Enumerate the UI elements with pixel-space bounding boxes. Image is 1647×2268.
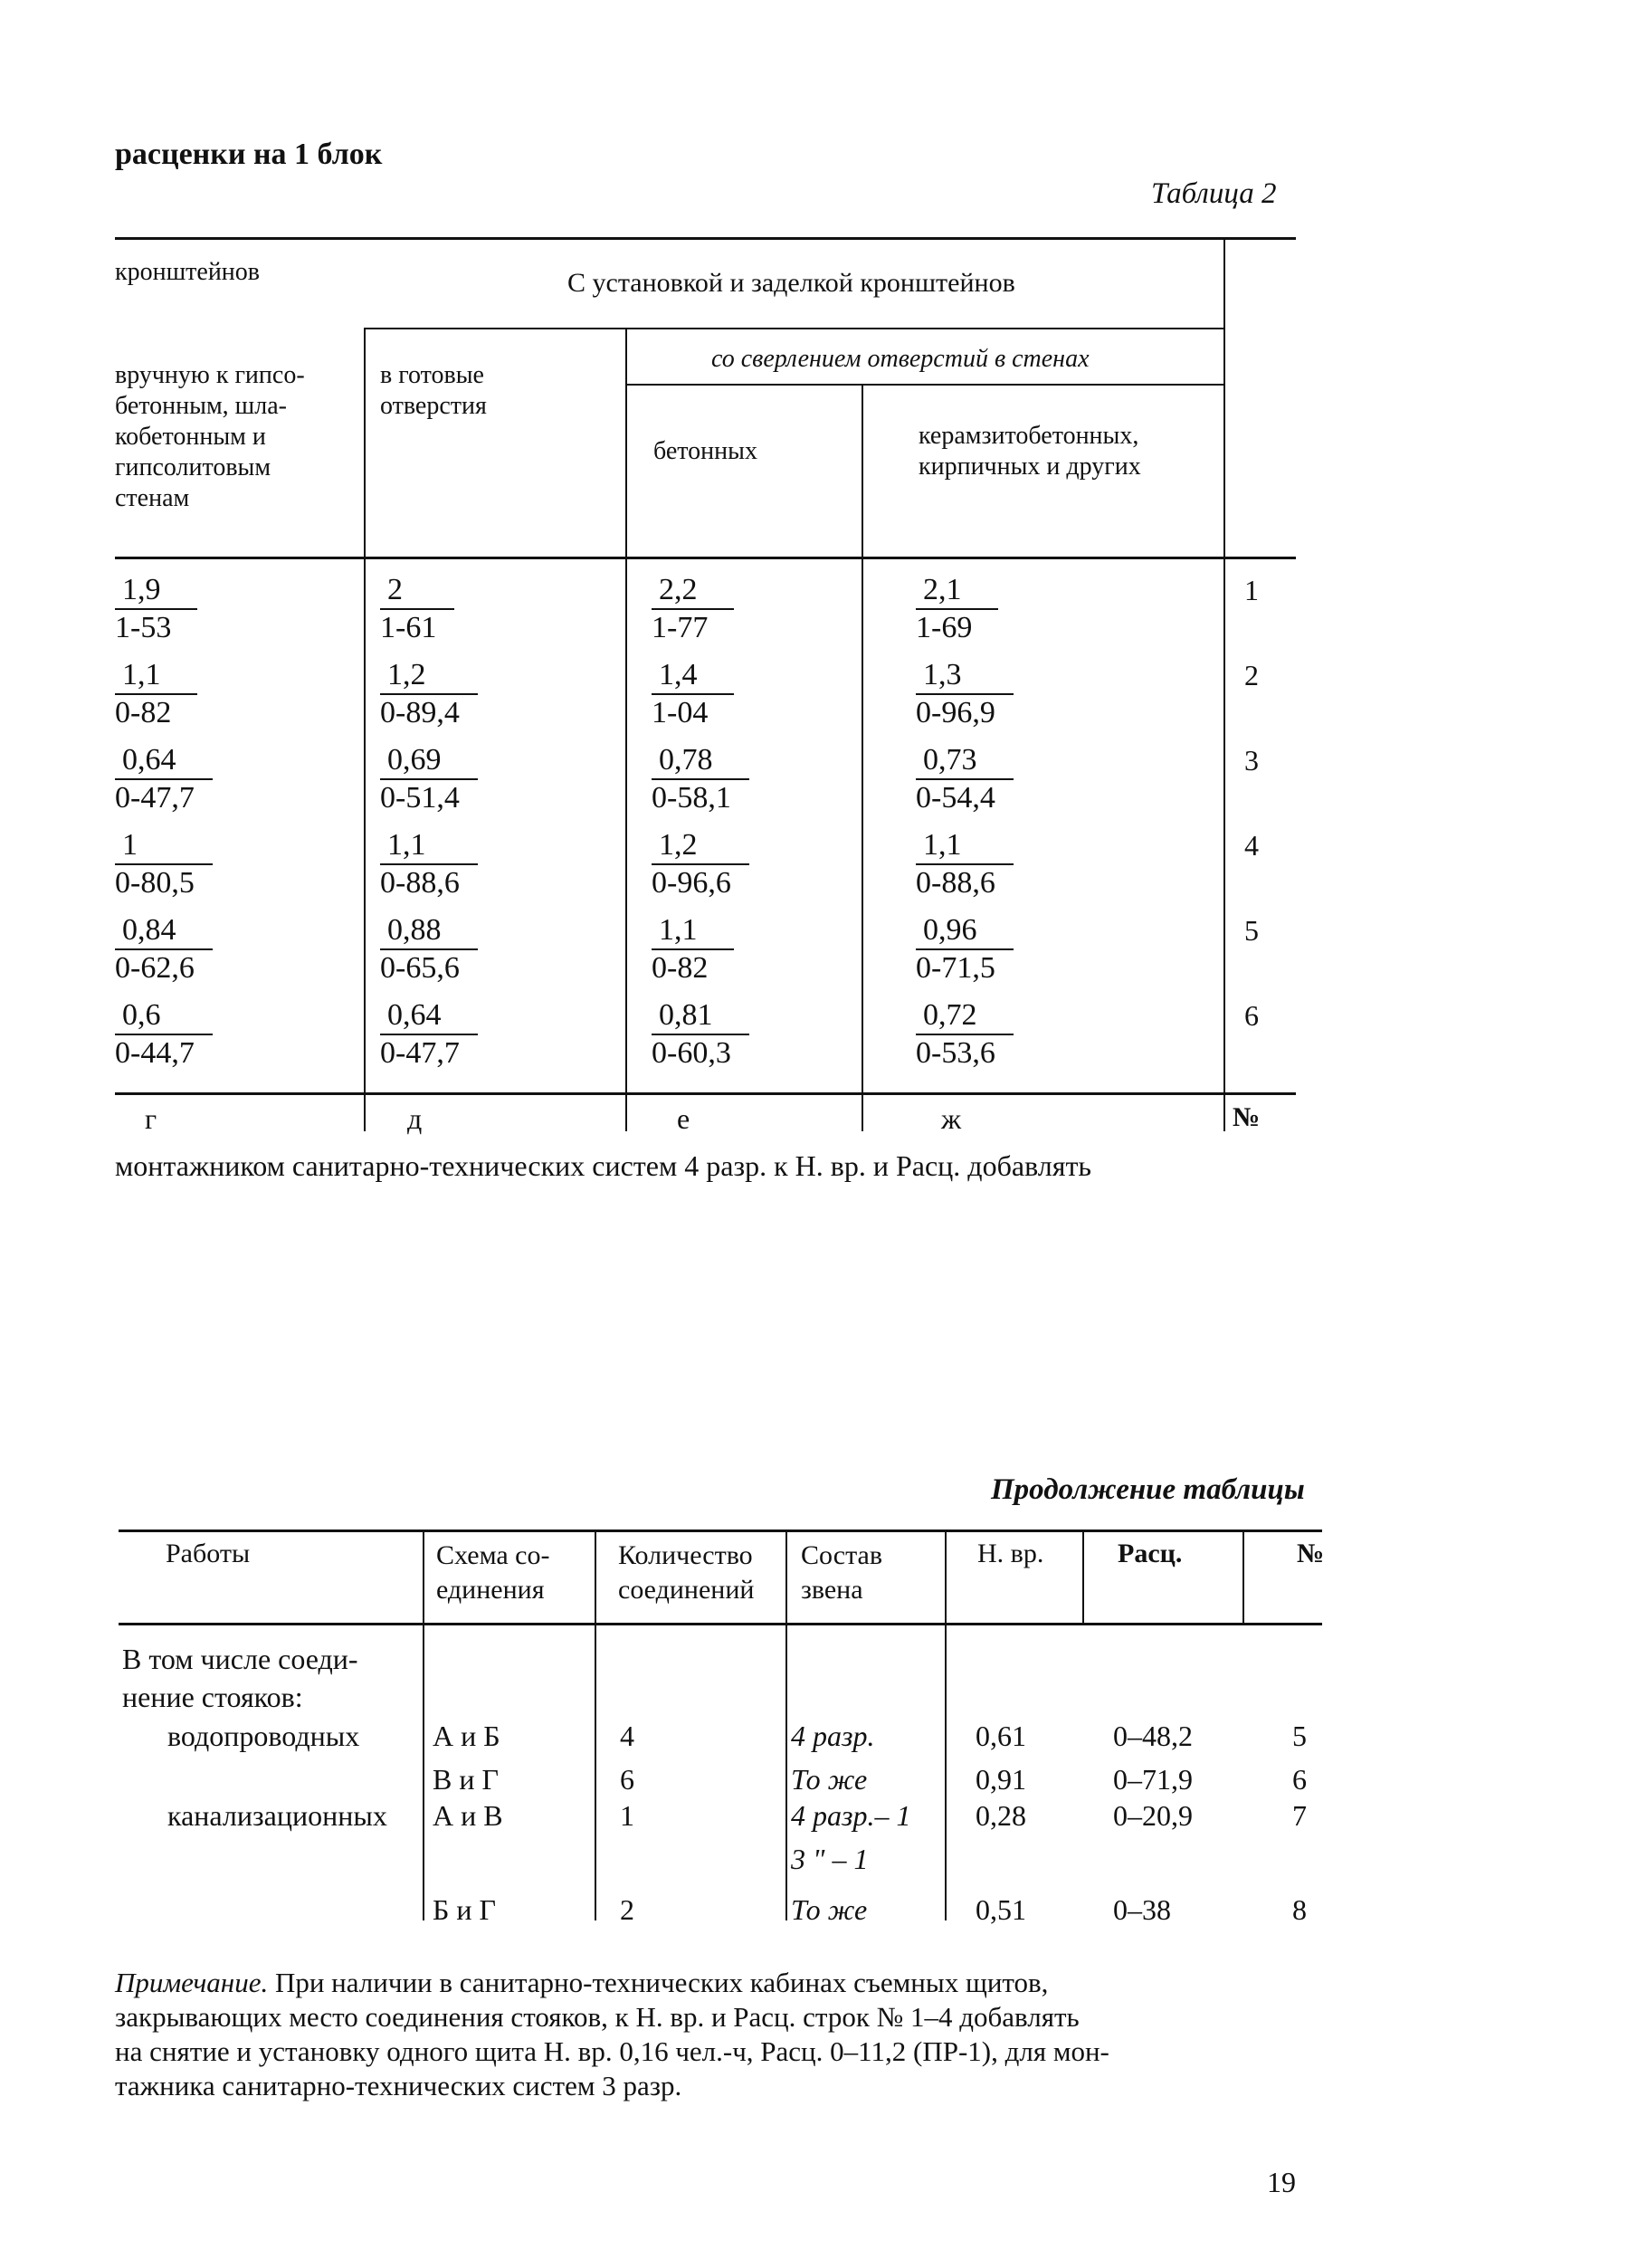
rate-value: 0-44,7 [115,1034,213,1072]
norm-time: 0,6 [122,998,161,1032]
norm-time: 0,88 [387,913,442,947]
table-label: Таблица 2 [1151,177,1277,210]
t2-header-works: Работы [166,1539,251,1568]
t2-cell-count: 2 [620,1893,634,1926]
rate-value: 0-51,4 [380,778,478,816]
t2-cell-num: 6 [1292,1763,1307,1796]
t2-cell-num: 7 [1292,1799,1307,1832]
t2-header-crew: Состав звена [801,1540,883,1605]
rate-value: 0-89,4 [380,693,478,731]
norm-time: 1,1 [659,913,698,947]
t2-cell-count: 1 [620,1799,634,1832]
footer-d: д [407,1102,423,1135]
norm-time: 0,72 [923,998,977,1032]
header-left: кронштейнов [115,258,261,286]
rate-value: 0-47,7 [380,1034,478,1072]
norm-time: 1,9 [122,573,161,606]
col-zh-header: керамзитобетонных, кирпичных и других [919,422,1141,481]
after-table-text: монтажником санитарно-технических систем 4 разр. к Н. вр. и Расц. добавлять [115,1149,1092,1182]
rate-value: 0-71,5 [916,948,1014,986]
norm-time: 1,1 [122,658,161,691]
norm-time: 1,3 [923,658,962,691]
t2-cell-crew: 3 " – 1 [791,1843,869,1875]
norm-time: 1,1 [387,828,426,862]
norm-time: 2,2 [659,573,698,606]
norm-time: 0,69 [387,743,442,777]
t2-cell-crew: То же [791,1893,868,1926]
t2-header-num: № [1297,1539,1325,1568]
t2-cell-nvr: 0,61 [976,1720,1026,1752]
t2-cell-scheme: А и Б [433,1720,500,1752]
t2-cell-work: канализационных [167,1799,387,1832]
t2-cell-rasc: 0–38 [1113,1893,1171,1926]
norm-time: 0,81 [659,998,713,1032]
row-number: 6 [1244,999,1259,1032]
rate-value: 1-77 [652,608,734,646]
t2-cell-scheme: Б и Г [433,1893,496,1926]
t2-cell-nvr: 0,51 [976,1893,1026,1926]
col-e-header: бетонных [653,437,757,465]
rate-value: 1-53 [115,608,197,646]
rate-value: 0-53,6 [916,1034,1014,1072]
row-number: 3 [1244,744,1259,777]
rate-value: 0-82 [115,693,197,731]
t2-cell-work: водопроводных [167,1720,360,1752]
rate-value: 0-65,6 [380,948,478,986]
norm-time: 0,96 [923,913,977,947]
t2-cell-num: 8 [1292,1893,1307,1926]
footer-zh: ж [941,1102,962,1135]
t2-cell-rasc: 0–48,2 [1113,1720,1193,1752]
page-title: расценки на 1 блок [115,138,383,171]
norm-time: 2,1 [923,573,962,606]
rate-value: 0-88,6 [916,863,1014,901]
rate-value: 0-82 [652,948,734,986]
rate-value: 1-69 [916,608,998,646]
rate-value: 0-58,1 [652,778,749,816]
norm-time: 0,84 [122,913,176,947]
row-number: 2 [1244,659,1259,691]
norm-time: 1 [122,828,138,862]
norm-time: 1,4 [659,658,698,691]
footer-g: г [145,1102,157,1135]
rate-value: 1-61 [380,608,454,646]
t2-cell-scheme: В и Г [433,1763,499,1796]
rate-value: 0-62,6 [115,948,213,986]
rate-value: 1-04 [652,693,734,731]
note: Примечание. При наличии в санитарно-технических кабинах съемных щитов, закрывающих место соединения стояков, к Н. вр. и Расц. строк № 1–4 добавлять на снятие и установку одного щита Н. вр. 0,16 чел.-ч, Расц. 0–11,2 (ПР-1), для мон- тажника санитарно-технических систем 3 разр. [115,1967,1109,2101]
t2-cell-nvr: 0,28 [976,1799,1026,1832]
rate-value: 0-60,3 [652,1034,749,1072]
t2-header-scheme: Схема со- единения [436,1540,550,1605]
norm-time: 0,64 [387,998,442,1032]
rate-value: 0-96,6 [652,863,749,901]
norm-time: 0,73 [923,743,977,777]
header-right: С установкой и заделкой кронштейнов [567,268,1015,298]
t2-header-nvr: Н. вр. [977,1539,1044,1568]
norm-time: 0,64 [122,743,176,777]
note-label: Примечание. [115,1967,269,1998]
table2-caption: Продолжение таблицы [991,1473,1305,1506]
rate-value: 0-96,9 [916,693,1014,731]
t2-cell-crew: 4 разр. [791,1720,875,1752]
rate-value: 0-54,4 [916,778,1014,816]
rate-value: 0-47,7 [115,778,213,816]
footer-e: е [677,1102,690,1135]
t2-header-rasc: Расц. [1118,1539,1183,1568]
t2-cell-rasc: 0–71,9 [1113,1763,1193,1796]
rate-value: 0-88,6 [380,863,478,901]
t2-cell-crew: 4 разр.– 1 [791,1799,911,1832]
col-d-header: в готовые отверстия [380,361,487,420]
t2-header-count: Количество соединений [618,1540,755,1605]
drilling-header: со сверлением отверстий в стенах [711,345,1090,373]
row-number: 5 [1244,914,1259,947]
t2-group-label: В том числе соеди- нение стояков: [122,1643,358,1713]
row-number: 4 [1244,829,1259,862]
t2-cell-count: 4 [620,1720,634,1752]
t2-cell-scheme: А и В [433,1799,503,1832]
t2-cell-nvr: 0,91 [976,1763,1026,1796]
norm-time: 1,2 [387,658,426,691]
row-number: 1 [1244,574,1259,606]
page-number: 19 [1267,2166,1296,2198]
rate-value: 0-80,5 [115,863,213,901]
norm-time: 1,2 [659,828,698,862]
footer-num: № [1233,1102,1261,1132]
norm-time: 0,78 [659,743,713,777]
t2-cell-count: 6 [620,1763,634,1796]
t2-cell-crew: То же [791,1763,868,1796]
t2-cell-num: 5 [1292,1720,1307,1752]
t2-cell-rasc: 0–20,9 [1113,1799,1193,1832]
col-g-header: вручную к гипсо- бетонным, шла- кобетонным и гипсолитовым стенам [115,361,305,512]
norm-time: 1,1 [923,828,962,862]
norm-time: 2 [387,573,403,606]
